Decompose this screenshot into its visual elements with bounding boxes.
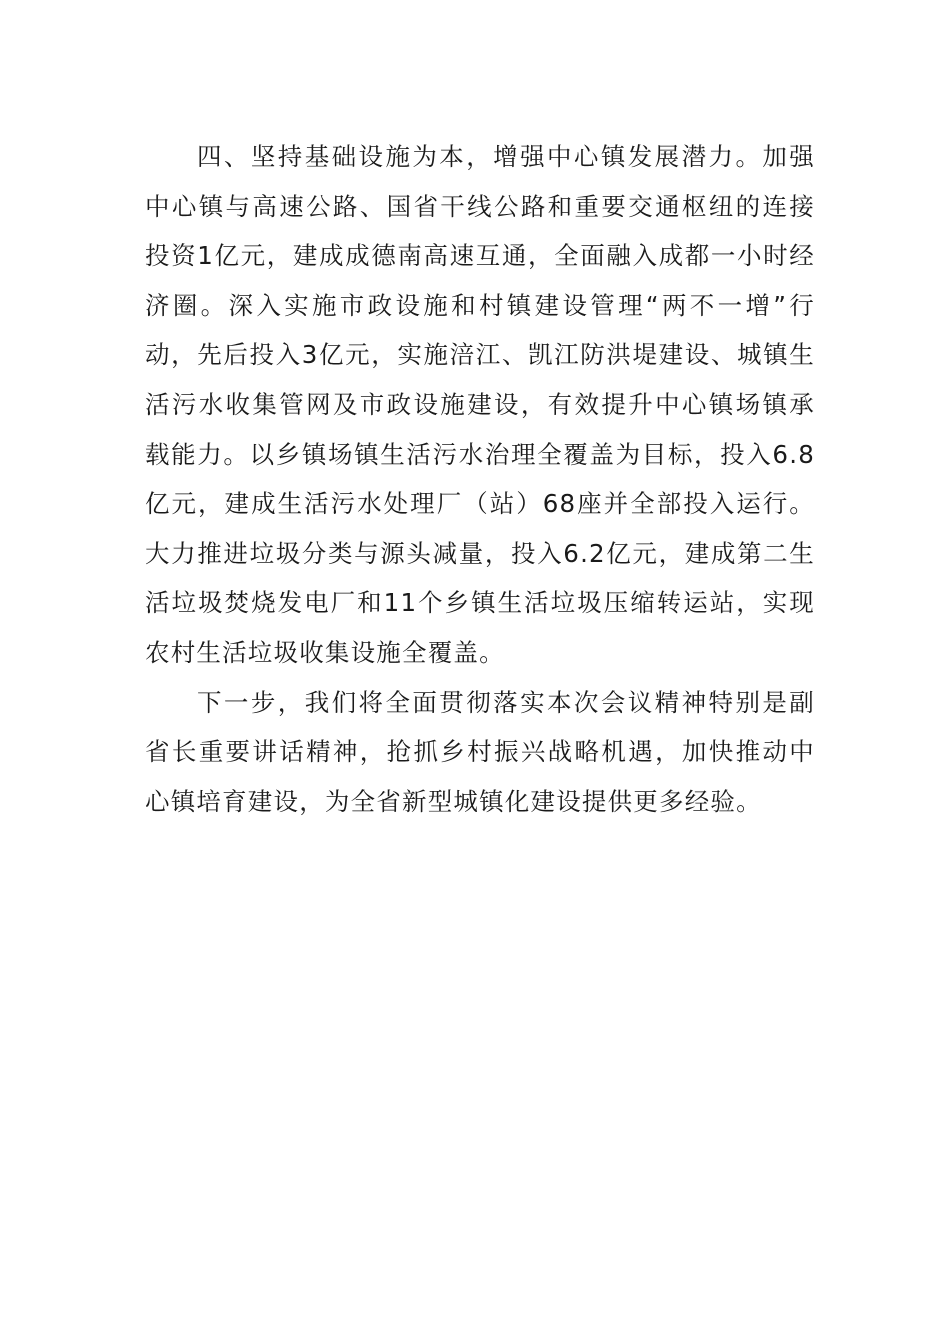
- paragraph-next-steps: [145, 678, 815, 827]
- text-line: 农村生活垃圾收集设施全覆盖。: [145, 637, 505, 667]
- text-line: 活垃圾焚烧发电厂和11个乡镇生活垃圾压缩转运站，实现: [145, 588, 815, 618]
- text-line: 大力推进垃圾分类与源头减量，投入6.2亿元，建成第二生: [145, 538, 815, 568]
- text-line: 省长重要讲话精神，抢抓乡村振兴战略机遇，加快推动中: [145, 737, 815, 767]
- text-line: 济圈。深入实施市政设施和村镇建设管理“两不一增”行: [145, 290, 815, 320]
- text-line: 动，先后投入3亿元，实施涪江、凯江防洪堤建设、城镇生: [145, 340, 815, 370]
- paragraph-infrastructure: [145, 132, 815, 678]
- text-line: 活污水收集管网及市政设施建设，有效提升中心镇场镇承: [145, 389, 815, 419]
- document-body: [145, 132, 815, 826]
- text-line: 心镇培育建设，为全省新型城镇化建设提供更多经验。: [145, 786, 762, 816]
- text-line: 中心镇与高速公路、国省干线公路和重要交通枢纽的连接: [145, 191, 815, 221]
- text-line: 亿元，建成生活污水处理厂（站）68座并全部投入运行。: [145, 489, 815, 519]
- text-line: 四、坚持基础设施为本，增强中心镇发展潜力。加强: [197, 142, 815, 171]
- text-line: 下一步，我们将全面贯彻落实本次会议精神特别是副: [197, 687, 815, 717]
- text-line: 投资1亿元，建成成德南高速互通，全面融入成都一小时经: [145, 241, 815, 271]
- text-line: 载能力。以乡镇场镇生活污水治理全覆盖为目标，投入6.8: [145, 439, 815, 469]
